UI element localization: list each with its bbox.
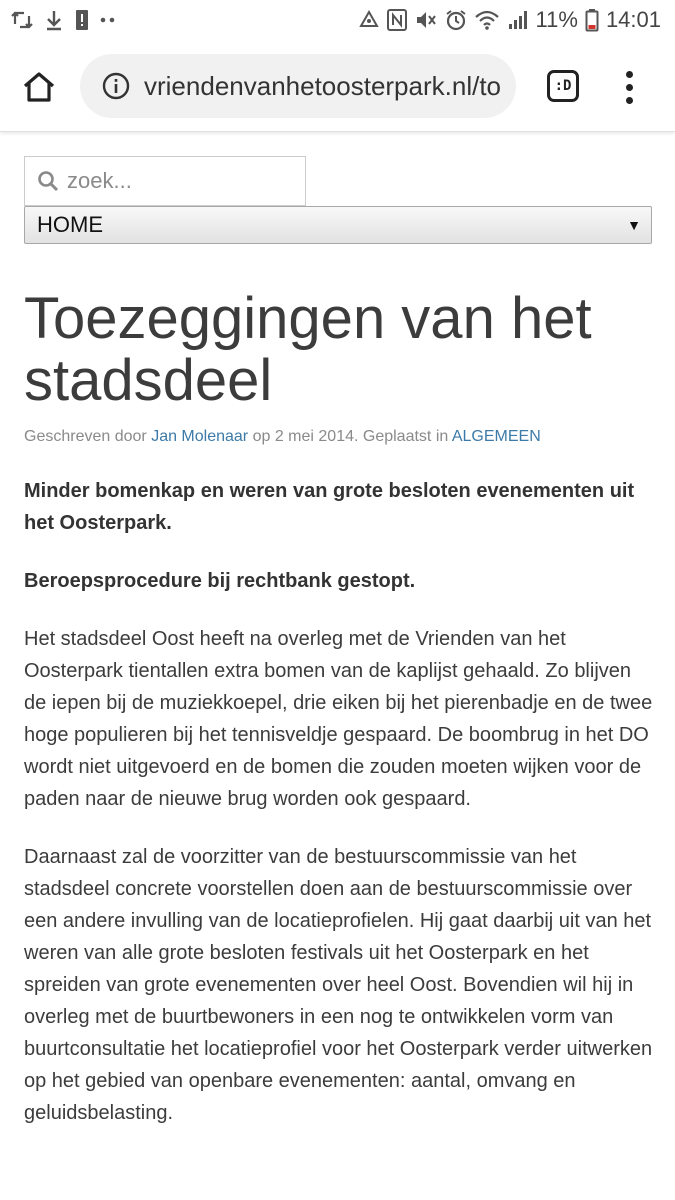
menu-dot-icon [626,71,633,78]
clock: 14:01 [605,7,661,32]
search-icon [37,170,59,192]
url-text[interactable]: vriendenvanhetoosterpark.nl/to [144,70,502,101]
article-paragraph: Het stadsdeel Oost heeft na overleg met de Vrienden van het Oosterpark tientallen extra bomen van de kaplijst gehaald. Zo blijven de iepen bij de muziekkoepel, drie eiken bij het pierenbadje en de twee hoge populieren bij het tennisveldje gespaard. De boombrug in het DO wordt niet uitgevoerd en de bomen die zouden moeten wijken voor de paden naar de nieuwe brug worden ook gespaard. [24,628,653,810]
home-icon [22,71,56,103]
recycle-icon [358,8,380,32]
nav-select[interactable] [24,206,652,244]
home-button[interactable] [18,66,60,108]
download-icon [44,8,64,32]
menu-dot-icon [626,97,633,104]
tab-switcher-button[interactable]: :D [547,70,579,102]
mute-icon [414,8,438,32]
article-lead: Minder bomenkap en weren van grote besloten evenementen uit het Oosterpark. [24,480,635,534]
meta-middle: op 2 mei 2014. Geplaatst in [248,428,452,445]
nfc-icon [387,8,407,32]
page-title: Toezeggingen van het stadsdeel [24,286,592,413]
more-notifications-icon [100,8,116,32]
search-box[interactable] [24,156,306,206]
status-bar [0,0,675,40]
status-right-icons [358,7,661,33]
nav-select-value: HOME [37,212,103,237]
url-bar[interactable] [80,54,516,118]
signal-icon [507,8,529,32]
alert-icon [74,8,90,32]
article-meta [24,428,664,446]
battery-percent: 11% [535,7,578,32]
menu-dot-icon [626,84,633,91]
article-subhead: Beroepsprocedure bij rechtbank gestopt. [24,570,416,592]
info-icon [102,72,130,100]
overflow-menu-button[interactable] [612,66,646,108]
search-input[interactable] [67,168,287,194]
browser-toolbar [0,40,675,132]
author-link[interactable]: Jan Molenaar [151,428,249,445]
alarm-icon [445,8,467,32]
wifi-icon [474,8,500,32]
article-content [24,475,656,1155]
article-paragraph: Daarnaast zal de voorzitter van de bestuurscommissie van het stadsdeel concrete voorstellen doen aan de bestuurscommissie over een andere invulling van de locatieprofielen. Hij gaat daarbij uit van het weren van alle grote besloten festivals uit het Oosterpark en het spreiden van grote evenementen over heel Oost. Bovendien wil hij in overleg met de buurtbewoners in een nog te ontwikkelen vorm van buurtconsultatie het locatieprofiel voor het Oosterpark verder uitwerken op het gebied van openbare evenementen: aantal, omvang en geluidsbelasting. [24,846,653,1124]
chevron-down-icon: ▼ [627,217,641,233]
battery-low-icon [585,8,599,32]
status-left-icons [10,8,116,32]
retweet-notification-icon [10,8,34,32]
category-link[interactable]: ALGEMEEN [451,428,541,445]
meta-prefix: Geschreven door [24,428,152,445]
